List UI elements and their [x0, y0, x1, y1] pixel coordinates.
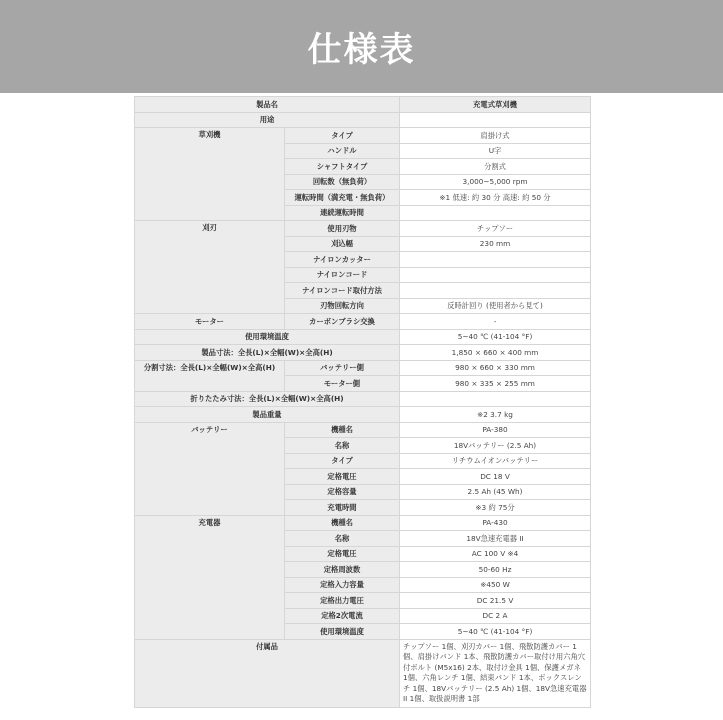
spec-value: U字 — [400, 143, 591, 159]
spec-label: 連続運転時間 — [285, 205, 400, 221]
spec-label: ハンドル — [285, 143, 400, 159]
spec-value: ※2 3.7 kg — [400, 407, 591, 423]
spec-label: 製品名 — [135, 97, 400, 113]
spec-value: 肩掛け式 — [400, 128, 591, 144]
spec-label: 折りたたみ寸法：全長(L)×全幅(W)×全高(H) — [135, 391, 400, 407]
spec-row — [135, 221, 591, 237]
spec-row-product-name — [135, 97, 591, 113]
spec-label: 運転時間（満充電・無負荷） — [285, 190, 400, 206]
spec-label: タイプ — [285, 453, 400, 469]
spec-label: 定格容量 — [285, 484, 400, 500]
spec-group-blade: 刈刃 — [135, 221, 285, 314]
spec-value — [400, 112, 591, 128]
spec-value: 3,000~5,000 rpm — [400, 174, 591, 190]
spec-label: 機種名 — [285, 515, 400, 531]
spec-value: チップソー — [400, 221, 591, 237]
spec-label: モーター側 — [285, 376, 400, 392]
spec-value: 50-60 Hz — [400, 562, 591, 578]
spec-value: - — [400, 314, 591, 330]
spec-value: PA-380 — [400, 422, 591, 438]
spec-label: 使用刃物 — [285, 221, 400, 237]
spec-value: 980 × 335 × 255 mm — [400, 376, 591, 392]
spec-value: 分割式 — [400, 159, 591, 175]
spec-value: 1,850 × 660 × 400 mm — [400, 345, 591, 361]
spec-row — [135, 314, 591, 330]
spec-label: シャフトタイプ — [285, 159, 400, 175]
spec-row — [135, 128, 591, 144]
spec-row — [135, 515, 591, 531]
spec-value: リチウムイオンバッテリー — [400, 453, 591, 469]
spec-label: 名称 — [285, 438, 400, 454]
spec-value — [400, 267, 591, 283]
spec-value: ※1 低速: 約 30 分 高速: 約 50 分 — [400, 190, 591, 206]
spec-value: 5~40 ℃ (41-104 °F) — [400, 329, 591, 345]
spec-value: ※3 約 75分 — [400, 500, 591, 516]
spec-value: PA-430 — [400, 515, 591, 531]
spec-label: 定格電圧 — [285, 469, 400, 485]
spec-value — [400, 391, 591, 407]
spec-row — [135, 360, 591, 376]
spec-value: 980 × 660 × 330 mm — [400, 360, 591, 376]
spec-label: 付属品 — [135, 639, 400, 708]
spec-row — [135, 422, 591, 438]
spec-row-usage — [135, 112, 591, 128]
spec-row — [135, 391, 591, 407]
spec-label: 製品寸法：全長(L)×全幅(W)×全高(H) — [135, 345, 400, 361]
spec-label: 機種名 — [285, 422, 400, 438]
spec-group-battery: バッテリー — [135, 422, 285, 515]
spec-value: 18Vバッテリー (2.5 Ah) — [400, 438, 591, 454]
spec-label: ナイロンカッター — [285, 252, 400, 268]
spec-value: 充電式草刈機 — [400, 97, 591, 113]
spec-label: 定格2次電流 — [285, 608, 400, 624]
spec-label: ナイロンコード取付方法 — [285, 283, 400, 299]
spec-group-split: 分割寸法：全長(L)×全幅(W)×全高(H) — [135, 360, 285, 391]
spec-label: 定格電圧 — [285, 546, 400, 562]
spec-value: ※450 W — [400, 577, 591, 593]
spec-value: DC 18 V — [400, 469, 591, 485]
spec-table — [134, 96, 591, 708]
spec-group-mower: 草刈機 — [135, 128, 285, 221]
spec-group-charger: 充電器 — [135, 515, 285, 639]
spec-label: 製品重量 — [135, 407, 400, 423]
title-banner — [0, 0, 723, 93]
spec-label: 刃物回転方向 — [285, 298, 400, 314]
spec-value: DC 21.5 V — [400, 593, 591, 609]
spec-label: 定格入力容量 — [285, 577, 400, 593]
spec-label: ナイロンコード — [285, 267, 400, 283]
spec-value: 230 mm — [400, 236, 591, 252]
spec-label: 充電時間 — [285, 500, 400, 516]
spec-value — [400, 205, 591, 221]
spec-value: チップソー 1個、刈刃カバー 1個、飛散防護カバー 1個、肩掛けバンド 1本、飛散防護カバー取付け用六角穴付ボルト (M5x16) 2本、取付け金具 1個、保護メガネ 1個、六角レンチ 1個、結束バンド 1本、ボックスレンチ 1個、18Vバッテリー (2.5 Ah) 1個、18V急速充電器 II 1個、取扱説明書 1部 — [400, 639, 591, 708]
spec-row-accessories — [135, 639, 591, 708]
spec-row — [135, 329, 591, 345]
spec-value — [400, 252, 591, 268]
page-title: 仕様表 — [307, 30, 416, 70]
spec-value: 2.5 Ah (45 Wh) — [400, 484, 591, 500]
spec-value — [400, 283, 591, 299]
spec-label: 用途 — [135, 112, 400, 128]
spec-group-motor: モーター — [135, 314, 285, 330]
spec-value: 反時計回り (使用者から見て) — [400, 298, 591, 314]
spec-value: 18V急速充電器 II — [400, 531, 591, 547]
spec-value: AC 100 V ※4 — [400, 546, 591, 562]
spec-label: 使用環境温度 — [285, 624, 400, 640]
spec-label: 名称 — [285, 531, 400, 547]
spec-label: 定格周波数 — [285, 562, 400, 578]
spec-row — [135, 345, 591, 361]
spec-label: タイプ — [285, 128, 400, 144]
spec-label: 回転数（無負荷） — [285, 174, 400, 190]
spec-label: 刈込幅 — [285, 236, 400, 252]
spec-row — [135, 407, 591, 423]
spec-label: 使用環境温度 — [135, 329, 400, 345]
spec-value: 5~40 ℃ (41-104 °F) — [400, 624, 591, 640]
spec-value: DC 2 A — [400, 608, 591, 624]
spec-label: 定格出力電圧 — [285, 593, 400, 609]
spec-label: カーボンブラシ交換 — [285, 314, 400, 330]
spec-label: バッテリー側 — [285, 360, 400, 376]
